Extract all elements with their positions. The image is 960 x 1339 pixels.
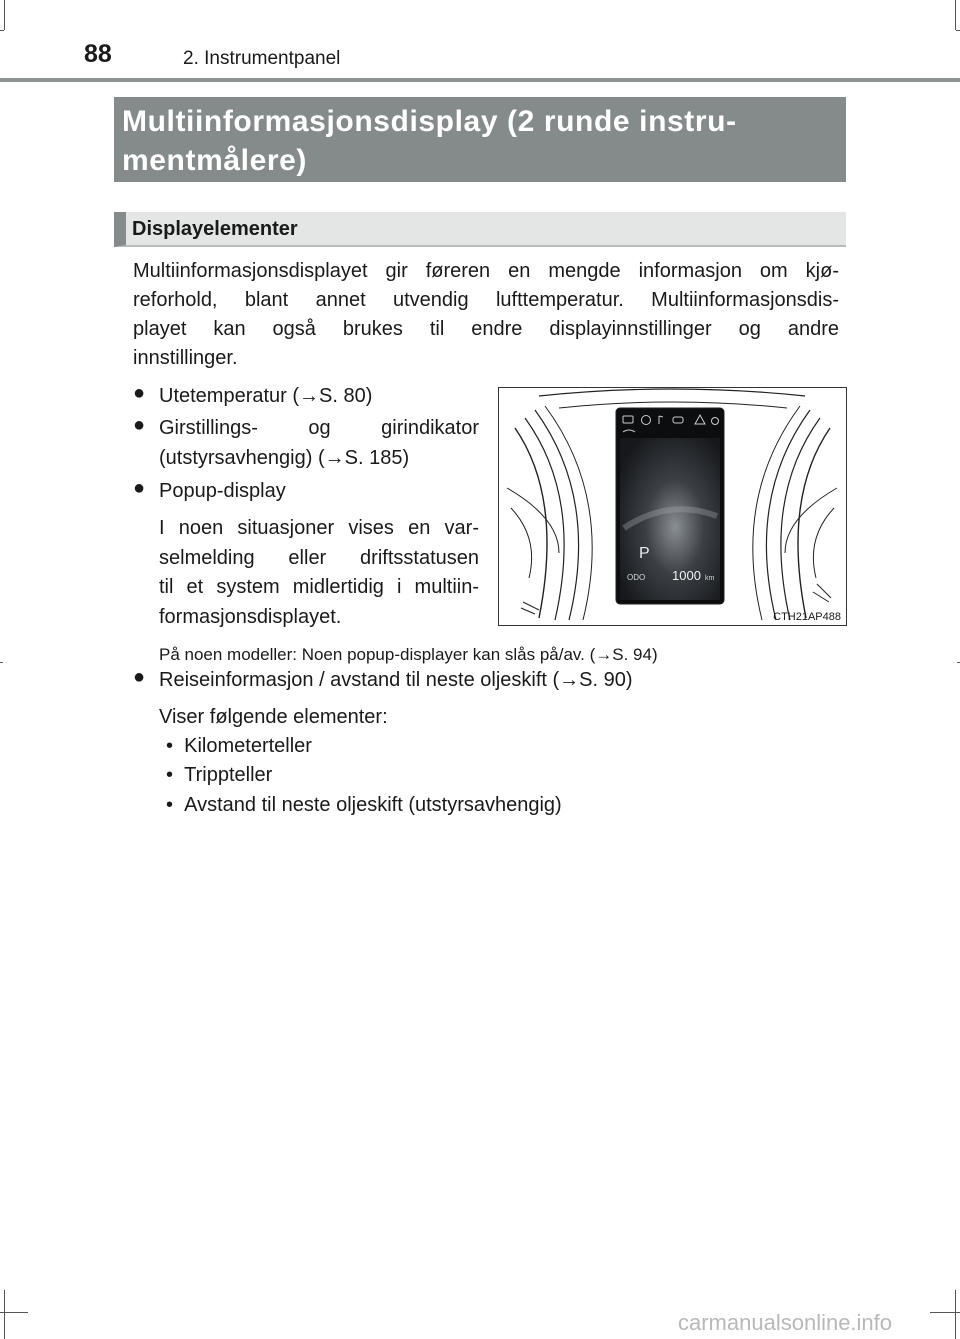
- gear-indicator: P: [639, 545, 650, 562]
- bullet-icon: ●: [133, 382, 146, 404]
- odo-label: ODO: [627, 573, 646, 582]
- crop-mark: [4, 1290, 5, 1339]
- crop-mark: [955, 0, 956, 30]
- crop-mark: [956, 30, 960, 31]
- list-item-text: Kilometerteller: [184, 735, 312, 757]
- list-item-oil-change: • Avstand til neste oljeskift (utstyrsavhengig): [166, 794, 562, 816]
- intro-line: innstillinger.: [133, 347, 238, 369]
- crop-mark: [0, 1312, 28, 1313]
- crop-mark: [955, 1290, 956, 1339]
- odo-unit: km: [705, 575, 715, 582]
- page-number: 88: [84, 40, 112, 68]
- list-item-text: Avstand til neste oljeskift (utstyrsavhengig): [184, 794, 562, 816]
- bullet-outdoor-temp: Utetemperatur (→S. 80): [159, 385, 373, 407]
- trip-info-desc: Viser følgende elementer:: [159, 706, 388, 728]
- odo-value: 1000: [672, 568, 701, 583]
- popup-desc-line: selmelding eller driftsstatusen: [159, 547, 479, 569]
- intro-line: playet kan også brukes til endre displayinnstillinger og andre: [133, 318, 839, 340]
- popup-desc-line: formasjonsdisplayet.: [159, 606, 342, 628]
- instrument-cluster-figure: [498, 387, 847, 626]
- bullet-shift-position-cont: (utstyrsavhengig) (→S. 185): [159, 447, 410, 469]
- bullet-icon: ●: [133, 414, 146, 436]
- crop-mark: [0, 662, 3, 663]
- watermark: carmanualsonline.info: [678, 1310, 893, 1335]
- bullet-icon: ●: [133, 666, 146, 688]
- page-title: [114, 97, 846, 182]
- bullet-trip-info: Reiseinformasjon / avstand til neste oljeskift (→S. 90): [159, 669, 633, 691]
- crop-mark: [4, 0, 5, 30]
- list-item-text: Trippteller: [184, 764, 273, 786]
- bullet-popup-display: Popup-display: [159, 480, 286, 502]
- intro-line: reforhold, blant annet utvendig lufttemperatur. Multiinformasjonsdis-: [133, 289, 839, 311]
- chapter-title: 2. Instrumentpanel: [183, 48, 341, 69]
- list-item-trip-meter: • Trippteller: [166, 764, 273, 786]
- figure-code: CTH21AP488: [773, 611, 841, 623]
- crop-mark: [930, 1312, 960, 1313]
- popup-desc-line: I noen situasjoner vises en var-: [159, 517, 479, 539]
- header-rule: [0, 78, 960, 82]
- page-title-line: mentmålere): [122, 144, 308, 177]
- list-item-odometer: • Kilometerteller: [166, 735, 312, 757]
- bullet-icon: ●: [133, 477, 146, 499]
- instrument-cluster-illustration: [499, 388, 846, 625]
- bullet-shift-position: Girstillings- og girindikator: [159, 417, 479, 439]
- page-title-line: Multiinformasjonsdisplay (2 runde instru-: [122, 105, 737, 138]
- popup-note: På noen modeller: Noen popup-displayer kan slås på/av. (→S. 94): [159, 645, 658, 664]
- intro-line: Multiinformasjonsdisplayet gir føreren en mengde informasjon om kjø-: [133, 260, 839, 282]
- crop-mark: [0, 30, 4, 31]
- section-heading: Displayelementer: [114, 212, 846, 247]
- popup-desc-line: til et system midlertidig i multiin-: [159, 576, 479, 598]
